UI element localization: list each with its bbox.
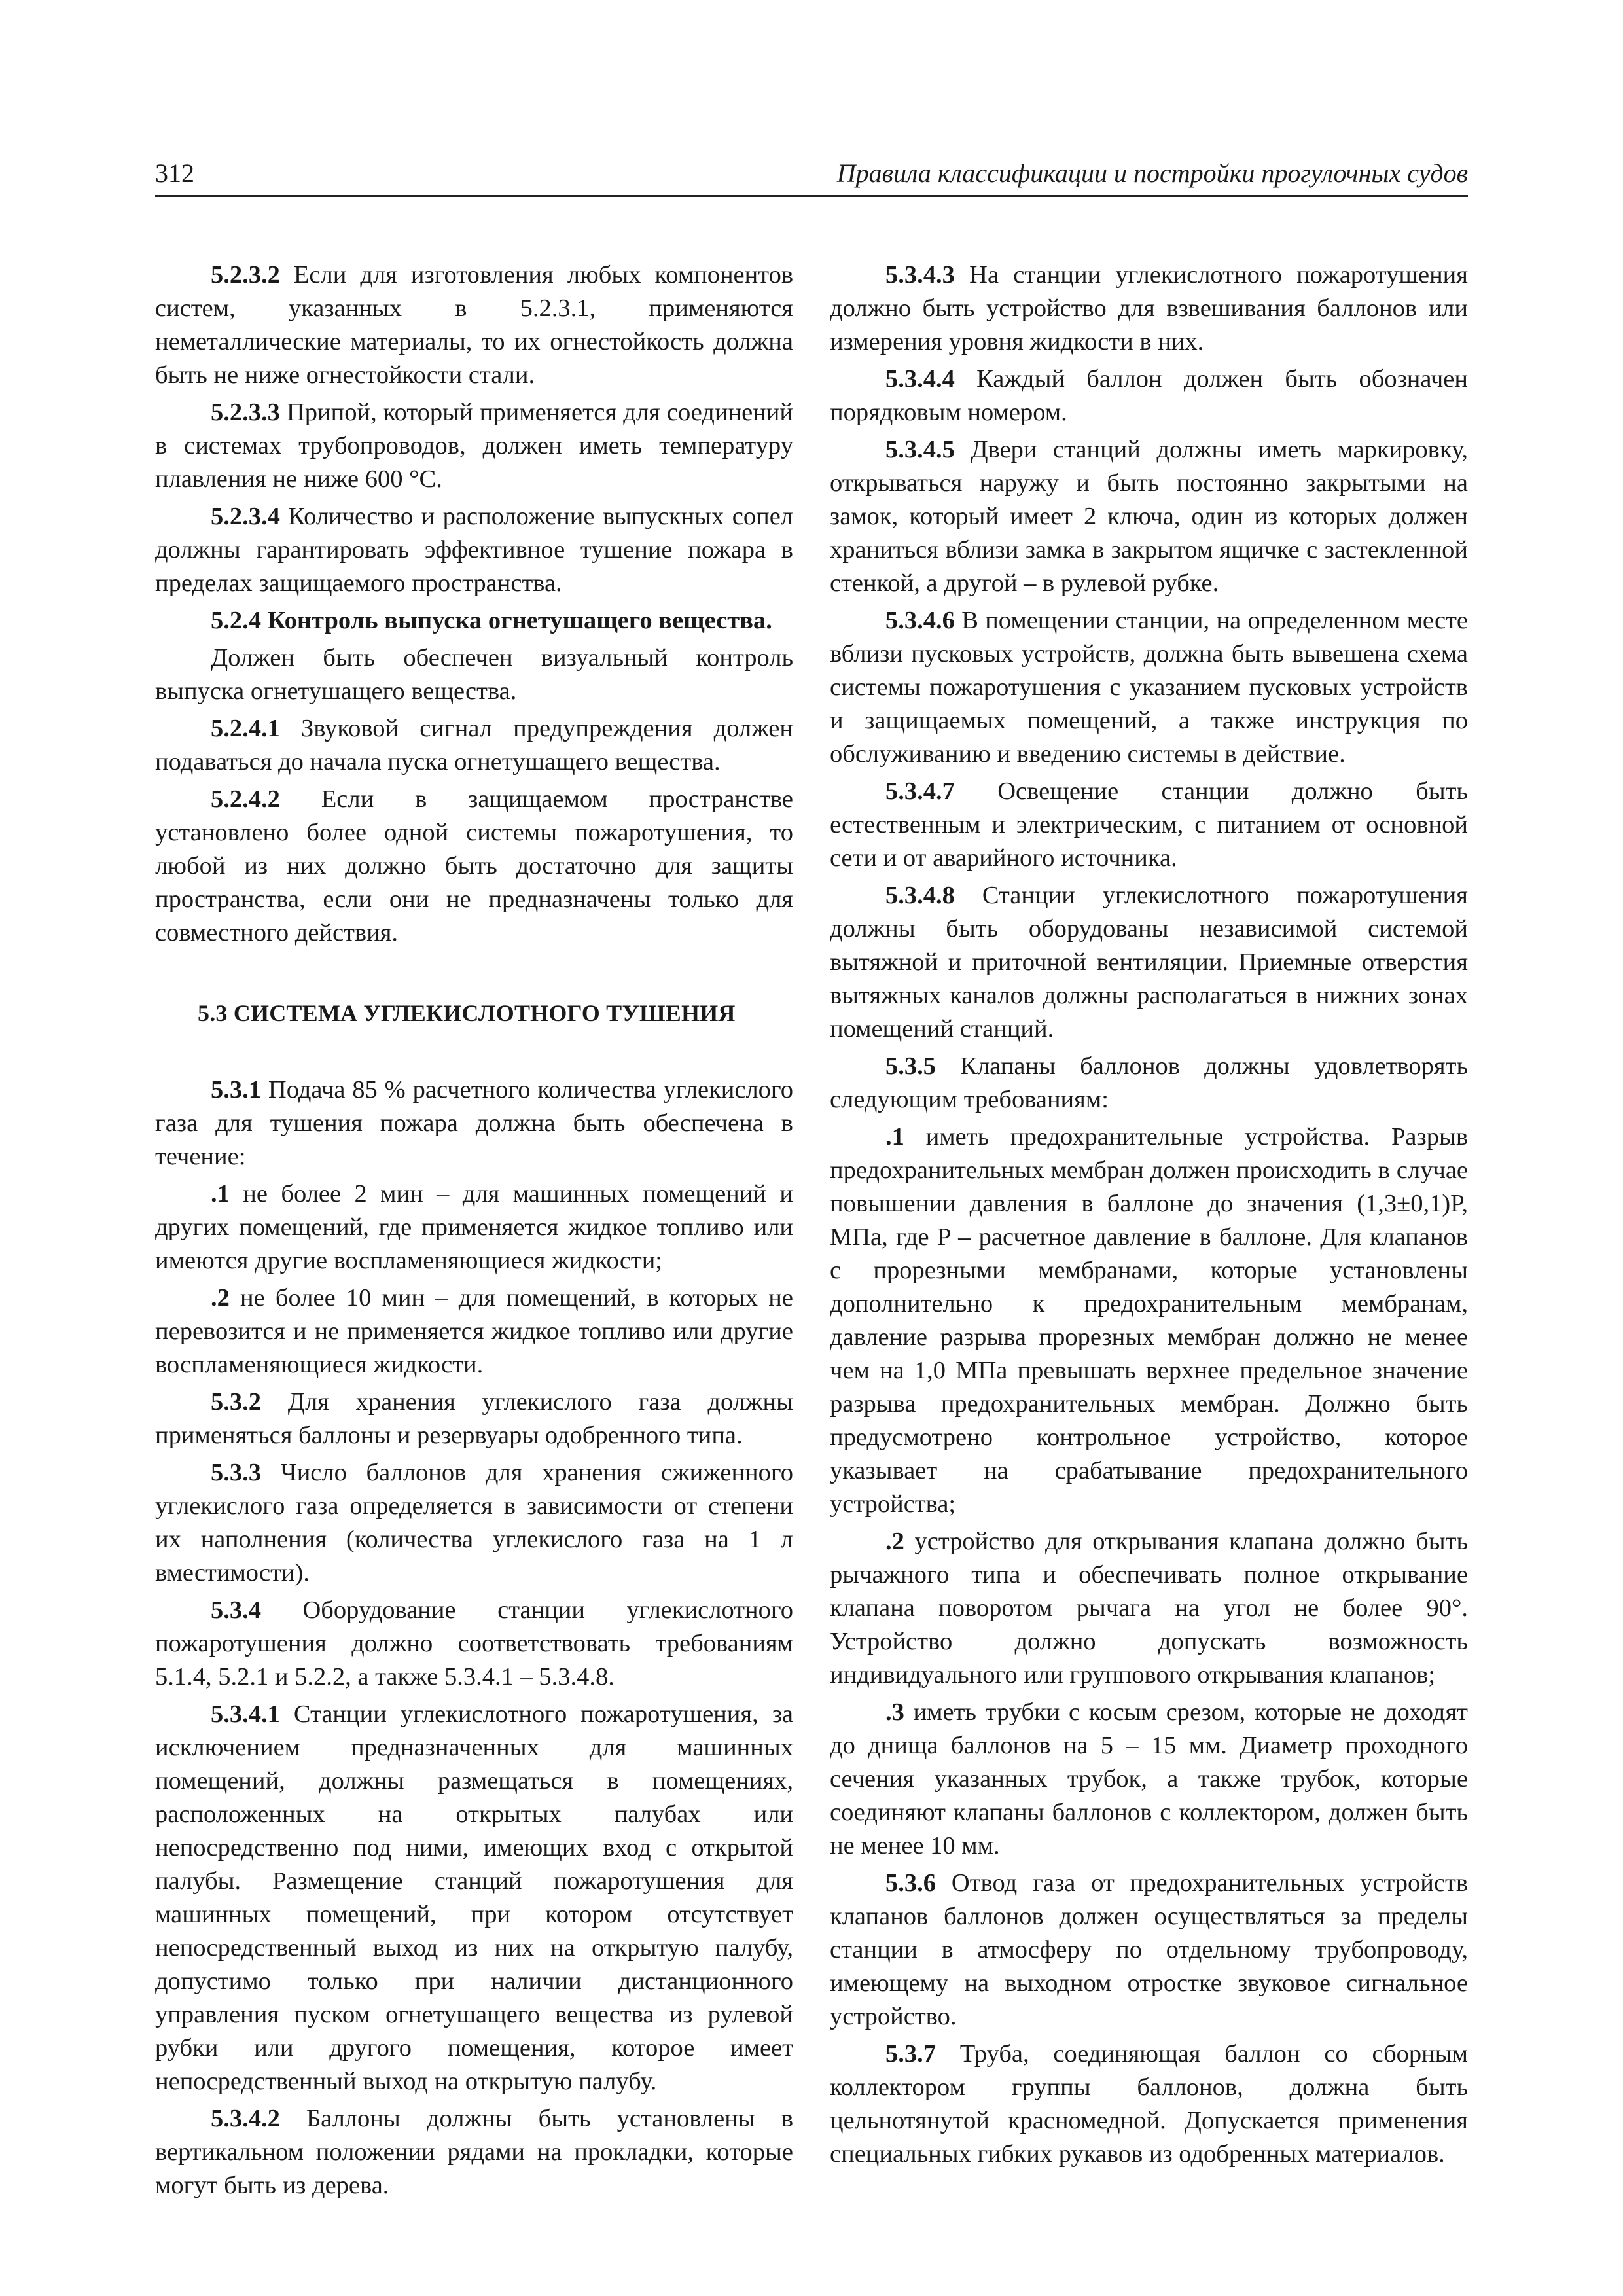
clause-number: 5.2.3.2 bbox=[211, 261, 280, 289]
page-number: 312 bbox=[155, 158, 194, 188]
paragraph-5-2-3-2 bbox=[155, 259, 793, 392]
paragraph-5-2-4-2 bbox=[155, 783, 793, 950]
list-text: устройство для открывания клапана должно быть рычажного типа и обеспечивать полное открывание клапана поворотом рычага на угол не более 90°. Устройство должно допускать возможность индивидуального или группового открывания клапанов; bbox=[830, 1528, 1468, 1689]
clause-number: 5.3.2 bbox=[211, 1388, 261, 1416]
paragraph-5-2-3-4 bbox=[155, 500, 793, 600]
clause-text: На станции углекислотного пожаротушения должно быть устройство для взвешивания баллонов или измерения уровня жидкости в них. bbox=[830, 261, 1468, 355]
paragraph-5-3-4 bbox=[155, 1594, 793, 1694]
paragraph-5-3-2 bbox=[155, 1386, 793, 1452]
paragraph-5-3-4-7 bbox=[830, 775, 1468, 875]
clause-number: 5.3.6 bbox=[885, 1869, 936, 1897]
paragraph-5-3-4-3 bbox=[830, 259, 1468, 359]
clause-number: 5.2.3.4 bbox=[211, 503, 280, 530]
list-item-2 bbox=[830, 1525, 1468, 1692]
clause-text: Если для изготовления любых компонентов систем, указанных в 5.2.3.1, применяются неметаллические материалы, то их огнестойкость должна быть не ниже огнестойкости стали. bbox=[155, 261, 793, 389]
paragraph-5-3-7 bbox=[830, 2037, 1468, 2171]
clause-text: Должен быть обеспечен визуальный контроль выпуска огнетушащего вещества. bbox=[155, 644, 793, 705]
clause-number: 5.2.3.3 bbox=[211, 399, 280, 426]
clause-heading: 5.2.4 Контроль выпуска огнетушащего вещества. bbox=[211, 607, 772, 634]
clause-number: 5.3.4.5 bbox=[885, 436, 955, 463]
clause-number: 5.2.4.1 bbox=[211, 715, 280, 742]
clause-number: 5.3.7 bbox=[885, 2040, 936, 2068]
paragraph-5-2-4-heading bbox=[155, 604, 793, 637]
clause-text: Звуковой сигнал предупреждения должен подаваться до начала пуска огнетушащего вещества. bbox=[155, 715, 793, 776]
clause-text: Оборудование станции углекислотного пожаротушения должно соответствовать требованиям 5.1.4, 5.2.1 и 5.2.2, а также 5.3.4.1 – 5.3.4.8. bbox=[155, 1596, 793, 1691]
clause-number: 5.2.4.2 bbox=[211, 785, 280, 813]
paragraph-5-2-3-3 bbox=[155, 396, 793, 496]
list-item-1 bbox=[830, 1121, 1468, 1521]
clause-number: 5.3.4.2 bbox=[211, 2105, 280, 2132]
list-text: иметь трубки с косым срезом, которые не доходят до днища баллонов на 5 – 15 мм. Диаметр проходного сечения указанных трубок, а также трубок, которые соединяют клапаны баллонов с коллектором, должен быть не менее 10 мм. bbox=[830, 1698, 1468, 1859]
clause-text: Труба, соединяющая баллон со сборным коллектором группы баллонов, должна быть цельнотянутой красномедной. Допускается применения специальных гибких рукавов из одобренных материалов. bbox=[830, 2040, 1468, 2168]
clause-text: Количество и расположение выпускных сопел должны гарантировать эффективное тушение пожара в пределах защищаемого пространства. bbox=[155, 503, 793, 597]
clause-text: Если в защищаемом пространстве установлено более одной системы пожаротушения, то любой из них должно быть достаточно для защиты пространства, если они не предназначены только для совместного действия. bbox=[155, 785, 793, 946]
paragraph-5-2-4-text bbox=[155, 641, 793, 708]
list-item-2 bbox=[155, 1282, 793, 1382]
section-heading-5-3: 5.3 СИСТЕМА УГЛЕКИСЛОТНОГО ТУШЕНИЯ bbox=[198, 1000, 736, 1026]
clause-text: Освещение станции должно быть естественным и электрическим, с питанием от основной сети и от аварийного источника. bbox=[830, 778, 1468, 872]
clause-text: Станции углекислотного пожаротушения должны быть оборудованы независимой системой вытяжной и приточной вентиляции. Приемные отверстия вытяжных каналов должны располагаться в нижних зонах помещений станций. bbox=[830, 882, 1468, 1043]
clause-text: В помещении станции, на определенном месте вблизи пусковых устройств, должна быть вывешена схема системы пожаротушения с указанием пусковых устройств и защищаемых помещений, а также инструкция по обслуживанию и введению системы в действие. bbox=[830, 607, 1468, 768]
clause-number: 5.3.5 bbox=[885, 1052, 936, 1080]
clause-text: Число баллонов для хранения сжиженного углекислого газа определяется в зависимости от степени их наполнения (количества углекислого газа на 1 л вместимости). bbox=[155, 1459, 793, 1587]
right-column bbox=[830, 259, 1468, 2175]
list-marker: .2 bbox=[885, 1528, 904, 1555]
clause-number: 5.3.4 bbox=[211, 1596, 261, 1624]
list-marker: .3 bbox=[885, 1698, 904, 1726]
paragraph-5-3-4-6 bbox=[830, 604, 1468, 771]
list-item-1 bbox=[155, 1177, 793, 1278]
list-item-3 bbox=[830, 1696, 1468, 1863]
clause-text: Припой, который применяется для соединений в системах трубопроводов, должен иметь температуру плавления не ниже 600 °С. bbox=[155, 399, 793, 493]
list-marker: .2 bbox=[211, 1284, 230, 1312]
clause-text: Для хранения углекислого газа должны применяться баллоны и резервуары одобренного типа. bbox=[155, 1388, 793, 1449]
page-header bbox=[155, 156, 1468, 197]
clause-number: 5.3.1 bbox=[211, 1076, 261, 1103]
clause-text: Отвод газа от предохранительных устройств клапанов баллонов должен осуществляться за пределы станции в атмосферу по отдельному трубопроводу, имеющему на выходном отростке звуковое сигнальное устройство. bbox=[830, 1869, 1468, 2030]
clause-number: 5.3.4.1 bbox=[211, 1700, 280, 1728]
clause-text: Клапаны баллонов должны удовлетворять следующим требованиям: bbox=[830, 1052, 1468, 1113]
list-marker: .1 bbox=[211, 1180, 230, 1208]
paragraph-5-3-6 bbox=[830, 1867, 1468, 2034]
running-title: Правила классификации и постройки прогулочных судов bbox=[836, 158, 1468, 188]
paragraph-5-3-4-2 bbox=[155, 2102, 793, 2202]
list-marker: .1 bbox=[885, 1123, 904, 1151]
paragraph-5-3-4-1 bbox=[155, 1698, 793, 2098]
paragraph-5-3-4-5 bbox=[830, 433, 1468, 600]
clause-number: 5.3.3 bbox=[211, 1459, 261, 1486]
clause-number: 5.3.4.4 bbox=[885, 365, 955, 393]
paragraph-5-2-4-1 bbox=[155, 712, 793, 779]
list-text: иметь предохранительные устройства. Разрыв предохранительных мембран должен происходить в случае повышении давления в баллоне до значения (1,3±0,1)P, МПа, где P – расчетное давление в баллоне. Для клапанов с прорезными мембранами, которые установлены дополнительно к предохранительным мембранам, давление разрыва прорезных мембран должно не менее чем на 1,0 МПа превышать верхнее предельное значение разрыва предохранительных мембран. Должно быть предусмотрено контрольное устройство, которое указывает на срабатывание предохранительного устройства; bbox=[830, 1123, 1468, 1518]
clause-number: 5.3.4.6 bbox=[885, 607, 955, 634]
paragraph-5-3-4-4 bbox=[830, 363, 1468, 429]
paragraph-5-3-1 bbox=[155, 1073, 793, 1174]
clause-number: 5.3.4.7 bbox=[885, 778, 955, 805]
clause-text: Двери станций должны иметь маркировку, открываться наружу и быть постоянно закрытыми на замок, который имеет 2 ключа, один из которых должен храниться вблизи замка в закрытом ящичке с застекленной стенкой, а другой – в рулевой рубке. bbox=[830, 436, 1468, 597]
clause-text: Подача 85 % расчетного количества углекислого газа для тушения пожара должна быть обеспечена в течение: bbox=[155, 1076, 793, 1170]
clause-text: Станции углекислотного пожаротушения, за исключением предназначенных для машинных помещений, должны размещаться в помещениях, расположенных на открытых палубах или непосредственно под ними, имеющих вход с открытой палубы. Размещение станций пожаротушения для машинных помещений, при котором отсутствует непосредственный выход из них на открытую палубу, допустимо только при наличии дистанционного управления пуском огнетушащего вещества из рулевой рубки или другого помещения, которое имеет непосредственный выход на открытую палубу. bbox=[155, 1700, 793, 2095]
clause-number: 5.3.4.8 bbox=[885, 882, 955, 909]
clause-text: Каждый баллон должен быть обозначен порядковым номером. bbox=[830, 365, 1468, 426]
clause-number: 5.3.4.3 bbox=[885, 261, 955, 289]
list-text: не более 10 мин – для помещений, в которых не перевозится и не применяется жидкое топливо или другие воспламеняющиеся жидкости. bbox=[155, 1284, 793, 1378]
paragraph-5-3-3 bbox=[155, 1456, 793, 1590]
clause-text: Баллоны должны быть установлены в вертикальном положении рядами на прокладки, которые могут быть из дерева. bbox=[155, 2105, 793, 2199]
paragraph-5-3-5 bbox=[830, 1050, 1468, 1117]
left-column bbox=[155, 259, 793, 2206]
paragraph-5-3-4-8 bbox=[830, 879, 1468, 1046]
list-text: не более 2 мин – для машинных помещений и других помещений, где применяется жидкое топливо или имеются другие воспламеняющиеся жидкости; bbox=[155, 1180, 793, 1274]
